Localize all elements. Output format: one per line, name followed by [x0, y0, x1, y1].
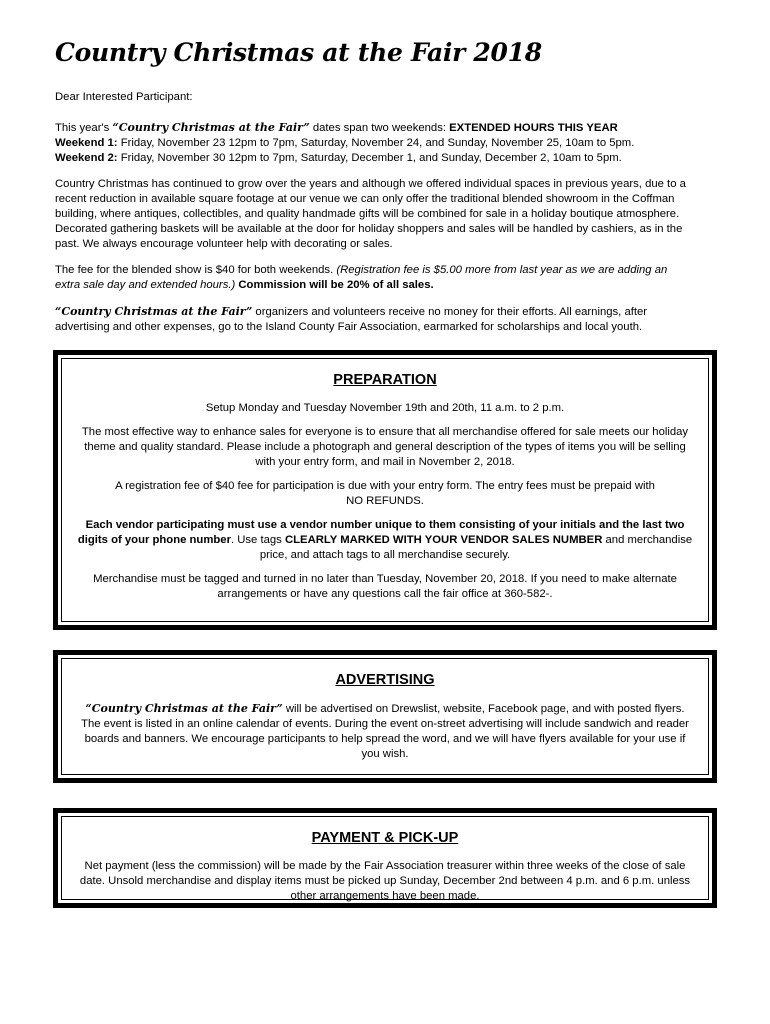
payment-box — [53, 808, 717, 908]
setup-text: Setup Monday and Tuesday November 19th and 20th, 11 a.m. to 2 p.m. — [205, 402, 565, 414]
advertising-heading: ADVERTISING — [335, 672, 435, 688]
event-name: “Country Christmas at the Fair” — [55, 305, 253, 318]
fee-text: The fee for the blended show is $40 for both weekends. — [55, 264, 337, 276]
vendor-number-bold: Each vendor participating must use a vendor number unique to them consisting of your initials and the last two digits of your phone number — [77, 519, 685, 546]
weekend-2-text: Friday, November 30 12pm to 7pm, Saturday, December 1, and Sunday, December 2, 10am to 5pm. — [117, 152, 622, 164]
organizers-text: organizers and volunteers receive no money for their efforts. All earnings, after advertising and other expenses, go to the Island County Fair Association, earmarked for scholarships and local youth. — [55, 306, 648, 333]
organizers-paragraph — [55, 304, 687, 335]
payment-text: Net payment (less the commission) will be made by the Fair Association treasurer within three weeks of the close of sale date. Unsold merchandise and display items must be picked up Sunday, December 2nd between 4 p.m. and 6 p.m. unless other arrangements have been made. — [79, 860, 691, 902]
greeting: Dear Interested Participant: — [55, 91, 193, 103]
weekend-1-text: Friday, November 23 12pm to 7pm, Saturday, November 24, and Sunday, November 25, 10am to 5pm. — [117, 137, 635, 149]
payment-heading: PAYMENT & PICK-UP — [311, 830, 459, 846]
registration-fee-text: A registration fee of $40 fee for participation is due with your entry form. The entry fees must be prepaid with — [115, 480, 655, 492]
weekend-1-label: Weekend 1: — [55, 137, 118, 149]
fee-paragraph — [55, 263, 687, 293]
intro-dates-text: dates span two weekends: — [309, 122, 450, 134]
merchandise-deadline-text: Merchandise must be tagged and turned in no later than Tuesday, November 20, 2018. If you need to make alternate arrangements or have any questions call the fair office at 360-582-. — [93, 573, 677, 600]
vendor-tags-text: . Use tags — [230, 534, 285, 546]
growth-paragraph: Country Christmas has continued to grow over the years and although we offered individual spaces in previous years, due to a recent reduction in available square footage at our venue we can only offer the traditional blended showroom in the Coffman building, where antiques, collectibles, and quality handmade gifts will be combined for sale in a holiday boutique atmosphere. Decorated gathering baskets will be available at the door for holiday shoppers and sales will be handled by cashiers, as in the past. We always encourage volunteer help with decorating or sales. — [55, 178, 686, 250]
advertising-box — [53, 650, 717, 783]
letter-body — [55, 38, 687, 335]
page-title: Country Christmas at the Fair 2018 — [55, 38, 542, 67]
extended-hours-notice: EXTENDED HOURS THIS YEAR — [449, 122, 618, 134]
effective-text: The most effective way to enhance sales for everyone is to ensure that all merchandise offered for sale meets our holiday theme and quality standard. Please include a photograph and general description of the types of items you will be selling with your entry form, and mail in November 2, 2018. — [81, 426, 689, 468]
payment-box-inner — [61, 816, 709, 900]
intro-lead: This year's — [55, 122, 113, 134]
registration-text — [76, 479, 694, 509]
weekend-2-label: Weekend 2: — [55, 152, 118, 164]
commission-text: Commission will be 20% of all sales. — [235, 279, 434, 291]
fee-italic-note: (Registration fee is $5.00 more from last year as we are adding an extra sale day and extended hours.) — [55, 264, 668, 291]
vendor-tags-bold: CLEARLY MARKED WITH YOUR VENDOR SALES NUMBER — [284, 534, 603, 546]
preparation-box — [53, 350, 717, 630]
vendor-number-text — [76, 518, 694, 563]
advertising-body: will be advertised on Drewslist, website, Facebook page, and with posted flyers. The event is listed in an online calendar of events. During the event on-street advertising will include sandwich and reader boards and banners. We encourage participants to help spread the word, and we will have flyers available for your use if you wish. — [81, 703, 689, 760]
advertising-box-inner — [61, 658, 709, 775]
intro-paragraph — [55, 120, 687, 166]
vendor-tags-text-2: and merchandise price, and attach tags to all merchandise securely. — [259, 534, 693, 561]
advertising-text — [76, 701, 694, 762]
preparation-heading: PREPARATION — [333, 372, 437, 388]
no-refunds-text: NO REFUNDS. — [346, 495, 424, 507]
event-name: “Country Christmas at the Fair” — [112, 121, 310, 134]
event-name: “Country Christmas at the Fair” — [85, 702, 283, 715]
preparation-box-inner — [61, 358, 709, 622]
